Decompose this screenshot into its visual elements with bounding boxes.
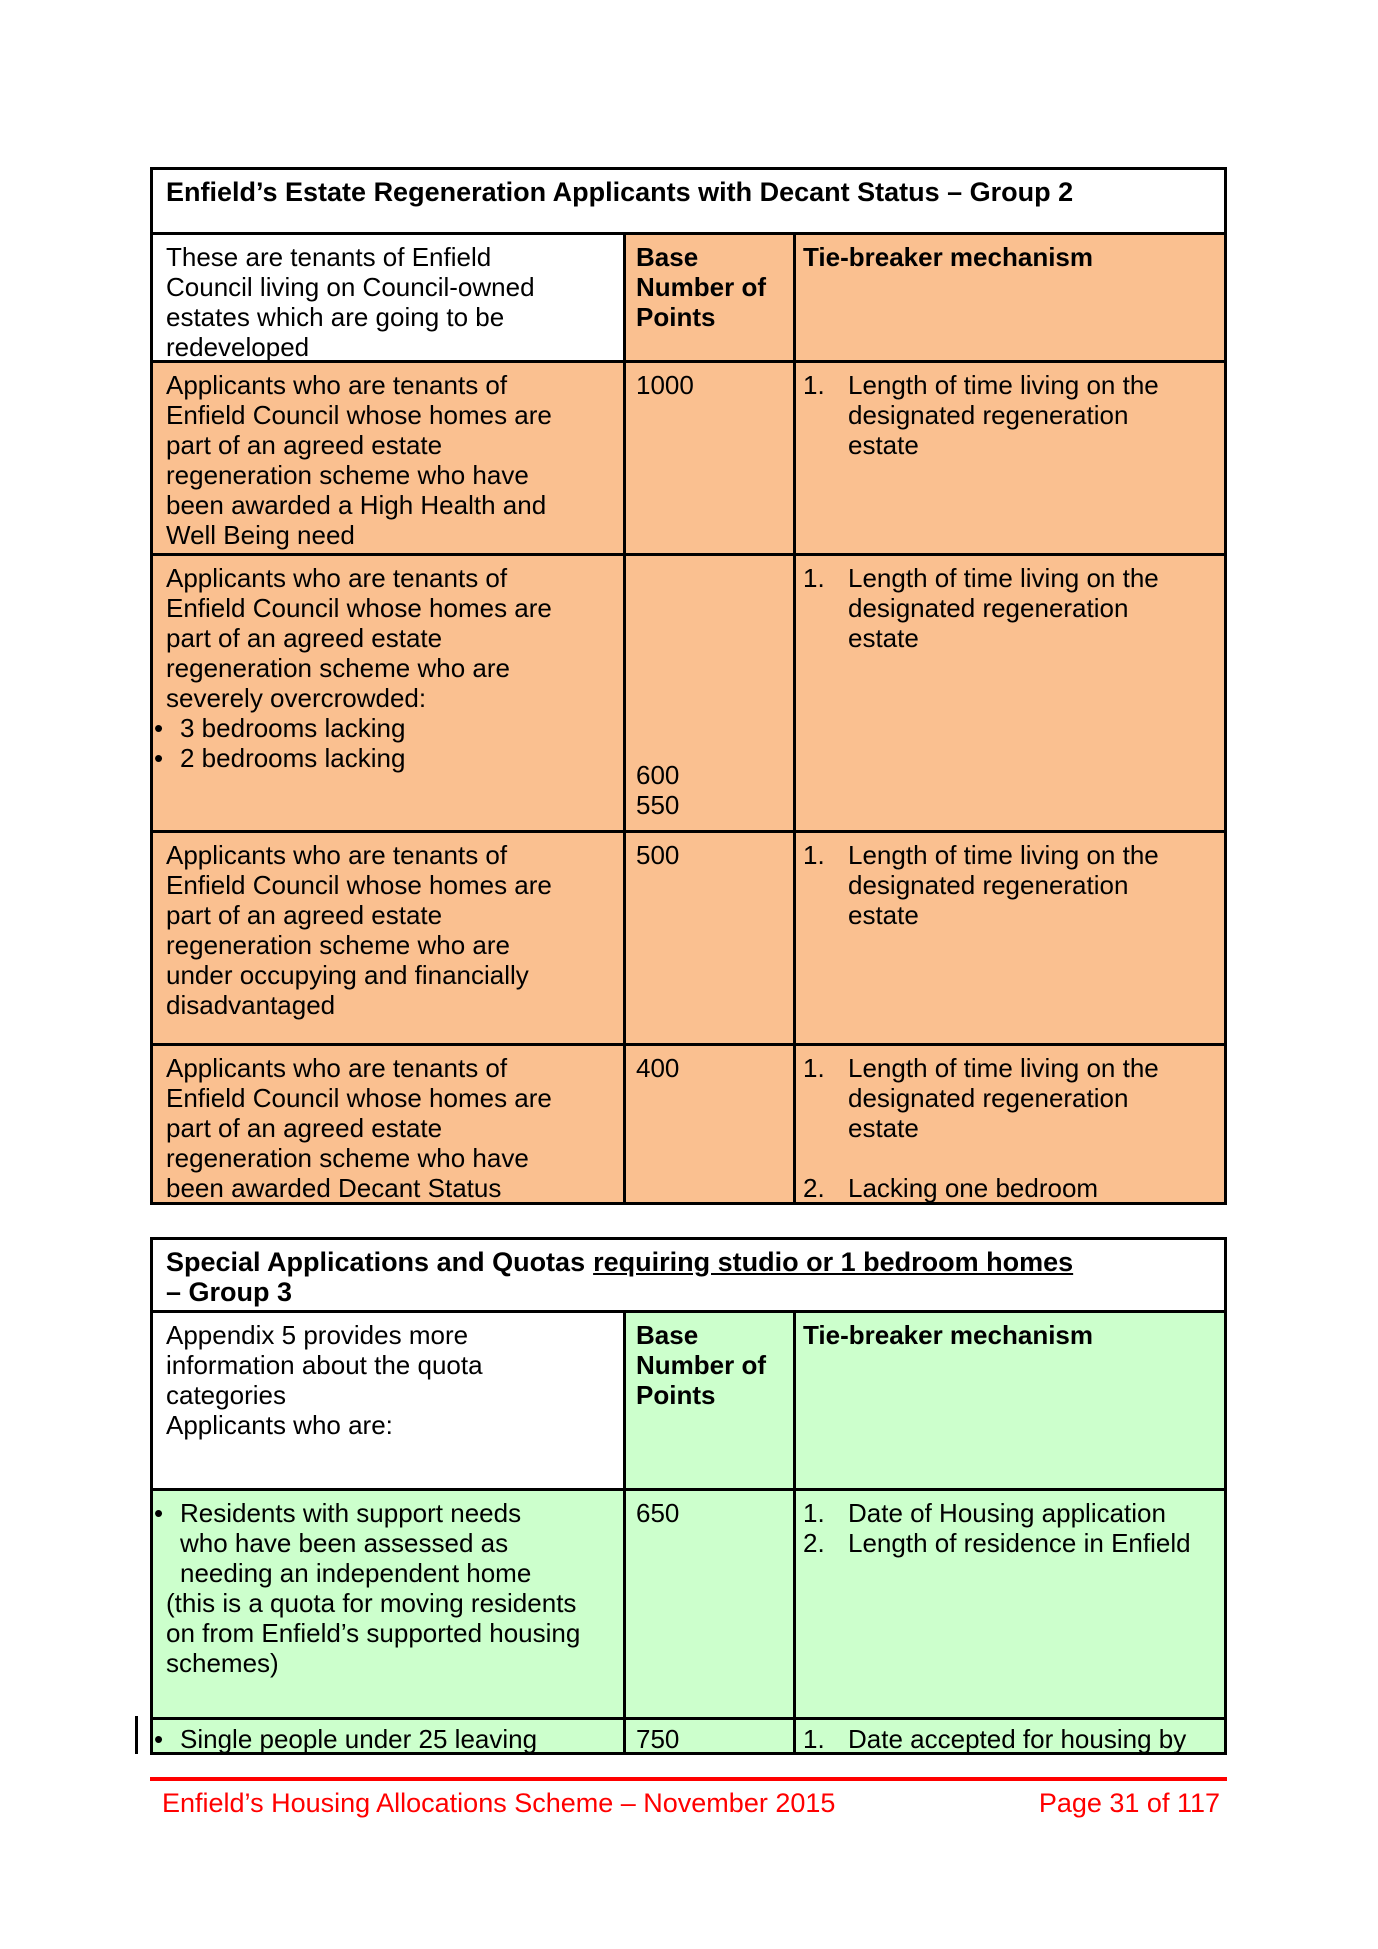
group3-header-points: Base Number of Points xyxy=(623,1310,793,1488)
tiebreaker-item: Length of time living on the designated regeneration estate xyxy=(848,840,1159,930)
group3-title-line2: – Group 3 xyxy=(166,1277,293,1307)
group3-header-tiebreaker: Tie-breaker mechanism xyxy=(793,1310,1224,1488)
bullet-item: • Single people under 25 leaving xyxy=(166,1724,554,1752)
bullet-item: • 3 bedrooms lacking xyxy=(166,713,554,743)
revision-bar xyxy=(135,1716,138,1754)
footer-document-title: Enfield’s Housing Allocations Scheme – November 2015 xyxy=(162,1788,836,1818)
tiebreaker-item: Date accepted for housing by xyxy=(848,1724,1187,1752)
group3-title-underlined-text: requiring studio or 1 bedroom homes xyxy=(593,1247,1074,1277)
group2-header-description: These are tenants of Enfield Council living on Council-owned estates which are going to be redeveloped xyxy=(153,232,623,360)
table-row-points: 400 xyxy=(623,1043,793,1202)
group3-table-title xyxy=(153,1240,1224,1310)
row-note: (this is a quota for moving residents on from Enfield’s supported housing schemes) xyxy=(166,1588,581,1678)
table-row-description: Applicants who are tenants of Enfield Council whose homes are part of an agreed estate regeneration scheme who have been awarded a High Health and Well Being need xyxy=(153,360,623,553)
table-row-tiebreaker xyxy=(793,553,1224,830)
group3-title-text: Special Applications and Quotas xyxy=(166,1247,586,1277)
table-row-points: 500 xyxy=(623,830,793,1043)
table-row-points: 750 xyxy=(623,1717,793,1752)
tiebreaker-item: Length of time living on the designated regeneration estate xyxy=(848,370,1159,460)
group2-header-tiebreaker: Tie-breaker mechanism xyxy=(793,232,1224,360)
tiebreaker-item: Lacking one bedroom xyxy=(848,1173,1099,1202)
bullet-item: • Residents with support needs who have been assessed as needing an independent home xyxy=(166,1498,554,1588)
group3-header-description: Appendix 5 provides more information about the quota categories Applicants who are: xyxy=(153,1310,623,1488)
table-row-tiebreaker xyxy=(793,1043,1224,1202)
group2-table-title xyxy=(153,170,1224,232)
table-row-points: 1000 xyxy=(623,360,793,553)
table-row-tiebreaker xyxy=(793,830,1224,1043)
tiebreaker-item: Length of time living on the designated regeneration estate xyxy=(848,1053,1159,1143)
table-row-tiebreaker xyxy=(793,360,1224,553)
footer-rule xyxy=(150,1777,1227,1781)
table-row-description: Applicants who are tenants of Enfield Council whose homes are part of an agreed estate regeneration scheme who are severely overcrowded: • 3 bedrooms lacking • 2 bedrooms lacking xyxy=(153,553,623,830)
table-row-tiebreaker xyxy=(793,1488,1224,1717)
footer-page-number: Page 31 of 117 xyxy=(1038,1788,1220,1818)
tiebreaker-item: Length of time living on the designated regeneration estate xyxy=(848,563,1159,653)
bullet-item: • 2 bedrooms lacking xyxy=(166,743,554,773)
table-row-description xyxy=(153,1717,623,1752)
tiebreaker-item: Date of Housing application xyxy=(848,1498,1166,1528)
table-row-description: Applicants who are tenants of Enfield Council whose homes are part of an agreed estate regeneration scheme who have been awarded Decant Status xyxy=(153,1043,623,1202)
group2-table xyxy=(150,167,1227,1205)
group2-title-text: Enfield’s Estate Regeneration Applicants with Decant Status – Group 2 xyxy=(166,177,1074,207)
group2-header-points: Base Number of Points xyxy=(623,232,793,360)
group3-table xyxy=(150,1237,1227,1755)
tiebreaker-item: Length of residence in Enfield xyxy=(848,1528,1191,1558)
table-row-tiebreaker xyxy=(793,1717,1224,1752)
table-row-description xyxy=(153,1488,623,1717)
table-row-points: 600 550 xyxy=(623,553,793,830)
table-row-points: 650 xyxy=(623,1488,793,1717)
table-row-description: Applicants who are tenants of Enfield Council whose homes are part of an agreed estate regeneration scheme who are under occupying and financially disadvantaged xyxy=(153,830,623,1043)
